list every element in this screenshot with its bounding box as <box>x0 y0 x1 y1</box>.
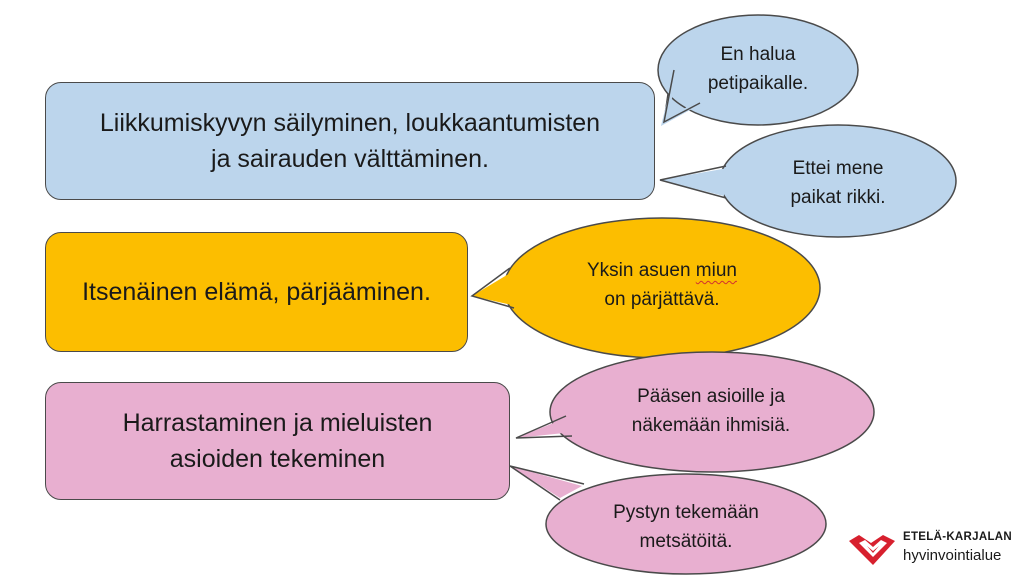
quote-2-line2: paikat rikki. <box>790 187 886 208</box>
quote-2-line1: Ettei mene <box>792 158 884 179</box>
quote-4-line2: näkemään ihmisiä. <box>631 415 791 436</box>
goal-hobbies-line2: asioiden tekeminen <box>169 445 386 473</box>
goal-box-mobility <box>45 82 655 200</box>
quote-5-line1: Pystyn tekemään <box>613 502 759 523</box>
quote-text-5 <box>586 494 786 560</box>
goal-independence-line1: Itsenäinen elämä, pärjääminen. <box>82 278 431 306</box>
spellcheck-underline: miun <box>695 260 737 281</box>
logo-text-bottom: hyvinvointialue <box>903 547 1002 564</box>
logo-text-top: ETELÄ-KARJALAN <box>903 531 1012 543</box>
organization-logo <box>845 527 1020 575</box>
quote-4-line1: Pääsen asioille ja <box>637 386 785 407</box>
goal-mobility-line1: Liikkumiskyvyn säilyminen, loukkaantumisten <box>99 109 601 137</box>
goal-box-hobbies <box>45 382 510 500</box>
quote-1-line1: En halua <box>720 44 796 65</box>
goal-box-independence <box>45 232 468 352</box>
quote-3-line2: on pärjättävä. <box>604 289 720 310</box>
quote-text-4 <box>586 378 836 444</box>
quote-text-2 <box>740 150 936 216</box>
quote-3-line1: Yksin asuen miun <box>587 260 737 281</box>
quote-text-1 <box>672 36 844 102</box>
goal-mobility-line2: ja sairauden välttäminen. <box>211 145 489 173</box>
quote-text-3 <box>540 252 784 318</box>
quote-5-line2: metsätöitä. <box>639 531 733 552</box>
quote-1-line2: petipaikalle. <box>707 73 809 94</box>
hearts-logo-icon <box>845 531 901 571</box>
goal-hobbies-line1: Harrastaminen ja mieluisten <box>122 409 433 437</box>
